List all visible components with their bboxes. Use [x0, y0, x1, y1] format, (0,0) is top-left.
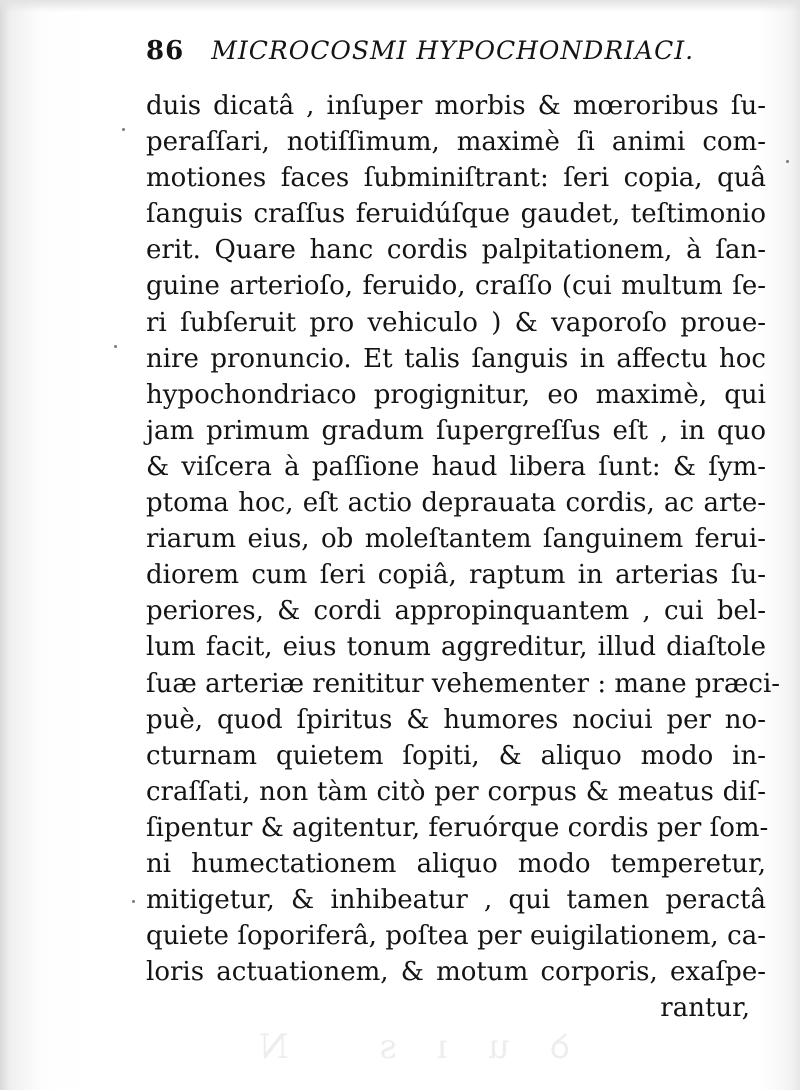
text-line: ptoma hoc, eſt actio deprauata cordis, ac arte- — [146, 488, 766, 519]
text-line: ſipentur & agitentur, feruórque cordis per ſom- — [146, 812, 769, 843]
text-line: duis dicatâ , inſuper morbis & mœroribus ſu- — [146, 91, 766, 121]
text-line: motiones faces ſubminiſtrant: ſeri copia, quâ — [146, 163, 766, 194]
text-line: ſanguis craſſus feruidúſque gaudet, teſtimonio — [146, 199, 766, 230]
text-line: jam primum gradum ſupergreſſus eſt , in quo — [146, 415, 766, 446]
running-head: MICROCOSMI HYPOCHONDRIACI. — [211, 36, 695, 65]
text-line: diorem cum ſeri copiâ, raptum in arterias ſu- — [146, 560, 766, 591]
body-text — [146, 88, 781, 1026]
page-shadow — [0, 0, 800, 12]
catchword: rantur, — [660, 993, 750, 1024]
text-line: ri ſubſeruit pro vehiculo ) & vaporoſo proue- — [146, 307, 766, 338]
text-line: erit. Quare hanc cordis palpitationem, à ſan- — [146, 235, 766, 266]
text-line: puè, quod ſpiritus & humores nociui per no- — [146, 704, 766, 735]
text-line: craſſati, non tàm citò per corpus & meatus diſ- — [146, 776, 766, 807]
text-line: lum facit, eius tonum aggreditur, illud diaſtole — [146, 632, 766, 663]
text-line: riarum eius, ob moleſtantem ſanguinem ferui- — [146, 524, 766, 555]
text-line: peraſſari, notiſſimum, maximè ſi animi com- — [146, 127, 766, 158]
text-line: ſuæ arteriæ renititur vehementer : mane præci- — [146, 668, 781, 699]
text-line: periores, & cordi appropinquantem , cui bel- — [146, 596, 766, 627]
text-line: guine arterioſo, feruido, craſſo (cui multum ſe- — [146, 271, 766, 302]
text-line: hypochondriaco progignitur, eo maximè, qui — [146, 379, 766, 410]
ink-speck — [114, 345, 117, 348]
text-line: loris actuationem, & motum corporis, exaſpe- — [146, 957, 766, 988]
page-header — [146, 36, 786, 86]
text-line: nire pronuncio. Et talis ſanguis in affectu hoc — [146, 343, 766, 374]
ink-speck — [122, 128, 125, 131]
ink-speck — [132, 900, 135, 903]
ink-speck — [786, 160, 789, 163]
text-line: ni humectationem aliquo modo temperetur, — [146, 848, 766, 879]
text-line: & viſcera à paſſione haud libera ſunt: & ſym- — [146, 451, 766, 482]
text-line: quiete ſoporiferâ, poſtea per euigilationem, ca- — [146, 921, 766, 952]
text-line: mitigetur, & inhibeatur , qui tamen peractâ — [146, 885, 766, 916]
show-through-bleed: ꝺuıs N — [218, 1027, 570, 1067]
text-line: cturnam quietem ſopiti, & aliquo modo in- — [146, 740, 766, 771]
page-number: 86 — [146, 36, 185, 66]
